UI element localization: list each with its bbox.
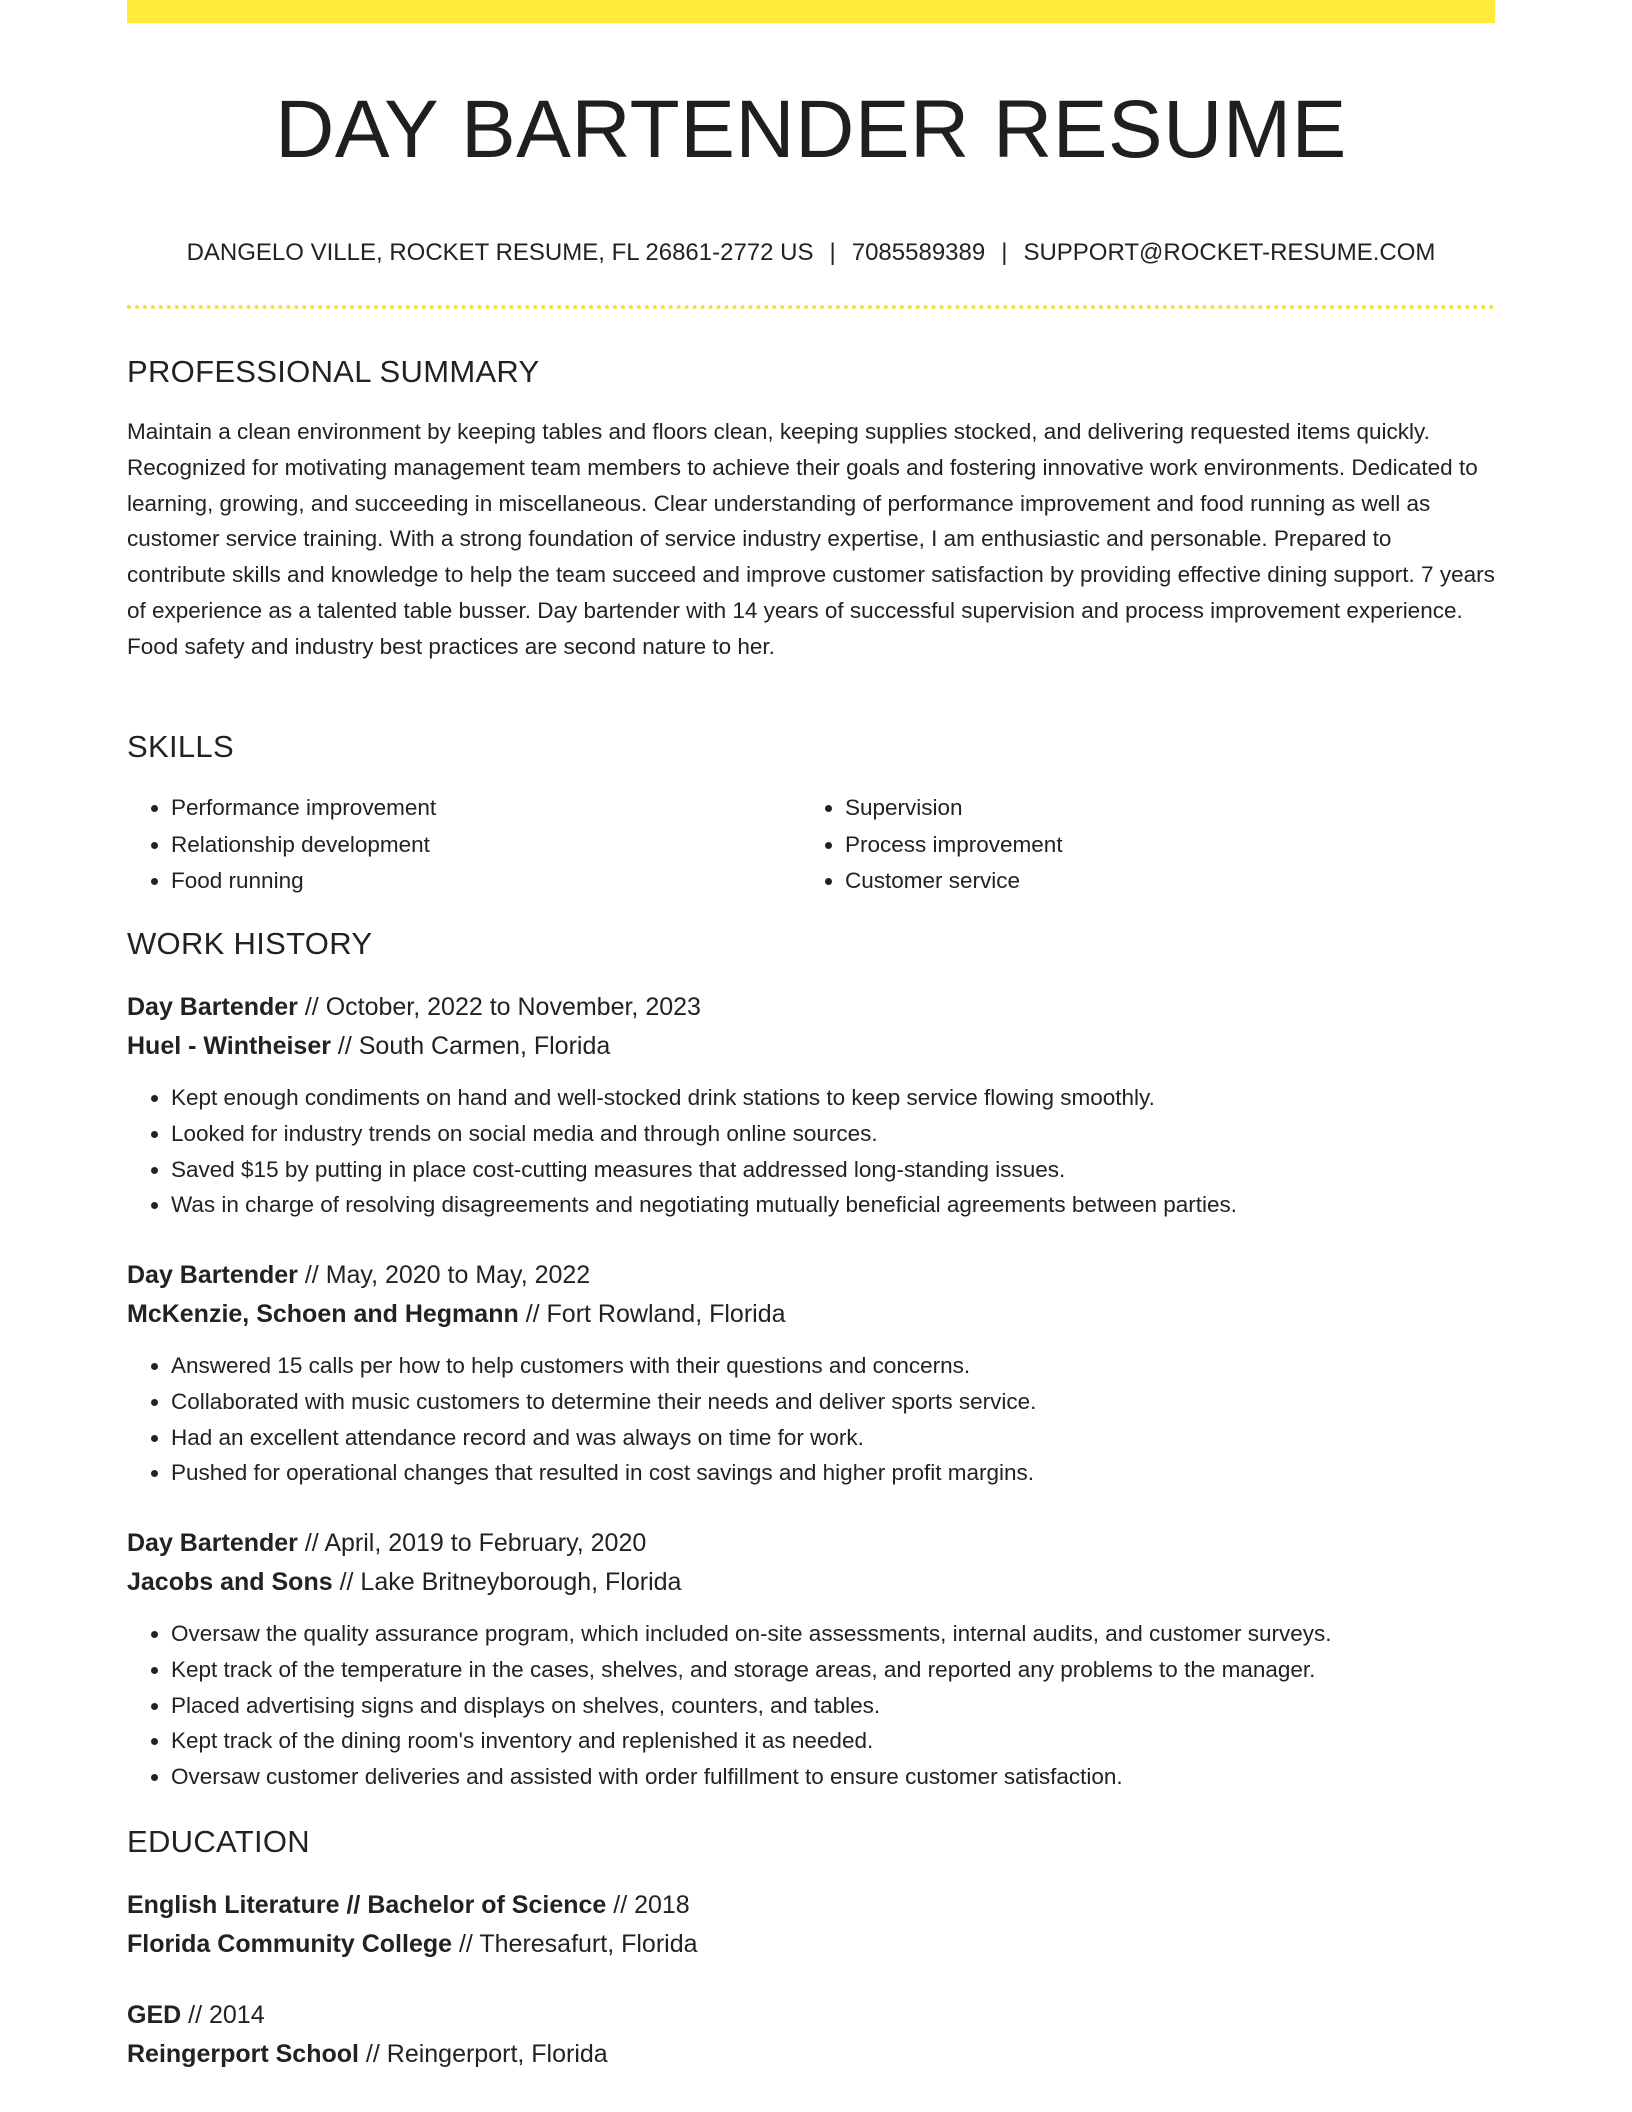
education-location: // Theresafurt, Florida: [458, 1930, 698, 1958]
dotted-divider: [127, 305, 1495, 309]
education-degree: GED: [127, 2001, 182, 2029]
job-bullet: • Was in charge of resolving disagreements and negotiating mutually beneficial agreements between parties.: [171, 1187, 1495, 1223]
job-title-line: [127, 988, 1495, 1027]
job-entry: [127, 1524, 1495, 1795]
job-company: McKenzie, Schoen and Hegmann: [127, 1300, 519, 1328]
job-bullet: • Oversaw customer deliveries and assisted with order fulfillment to ensure customer satisfaction.: [171, 1759, 1495, 1795]
education-degree: English Literature // Bachelor of Science: [127, 1891, 607, 1919]
job-title: Day Bartender: [127, 1261, 298, 1289]
resume-title: DAY BARTENDER RESUME: [275, 84, 1347, 175]
job-location: // Lake Britneyborough, Florida: [339, 1568, 682, 1596]
skill-item: • Process improvement: [845, 827, 1063, 864]
skills-column-2: [801, 790, 1063, 900]
job-bullet: • Pushed for operational changes that resulted in cost savings and higher profit margins.: [171, 1455, 1495, 1491]
job-title: Day Bartender: [127, 1529, 298, 1557]
job-title: Day Bartender: [127, 993, 298, 1021]
accent-top-bar: [127, 0, 1495, 23]
skills-heading: SKILLS: [127, 729, 234, 764]
skill-item: • Supervision: [845, 790, 1063, 827]
job-bullet: • Looked for industry trends on social media and through online sources.: [171, 1116, 1495, 1152]
job-company-line: [127, 1027, 1495, 1066]
summary-text: Maintain a clean environment by keeping tables and floors clean, keeping supplies stocked, and delivering requested items quickly. Recognized for motivating management team members to achieve their goals and fostering innovative work environments. Dedicated to learning, growing, and succeeding in miscellaneous. Clear understanding of performance improvement and food running as well as customer service training. With a strong foundation of service industry expertise, I am enthusiastic and personable. Prepared to contribute skills and knowledge to help the team succeed and improve customer satisfaction by providing effective dining support. 7 years of experience as a talented table busser. Day bartender with 14 years of successful supervision and process improvement experience. Food safety and industry best practices are second nature to her.: [127, 419, 1495, 659]
skill-item: • Food running: [171, 863, 436, 900]
job-bullet: • Kept track of the temperature in the cases, shelves, and storage areas, and reported any problems to the manager.: [171, 1652, 1495, 1688]
education-school-line: [127, 1925, 1495, 1964]
job-company-line: [127, 1563, 1495, 1602]
job-bullet: • Collaborated with music customers to determine their needs and deliver sports service.: [171, 1384, 1495, 1420]
job-entry: [127, 988, 1495, 1223]
skill-item: • Relationship development: [171, 827, 436, 864]
job-bullets: [127, 1348, 1495, 1491]
education-school: Florida Community College: [127, 1930, 453, 1958]
job-title-line: [127, 1256, 1495, 1295]
skill-item: • Performance improvement: [171, 790, 436, 827]
job-dates: // May, 2020 to May, 2022: [304, 1261, 591, 1289]
skill-item: • Customer service: [845, 863, 1063, 900]
job-entry: [127, 1256, 1495, 1491]
contact-address: DANGELO VILLE, ROCKET RESUME, FL 26861-2772 US: [186, 239, 814, 266]
education-degree-line: [127, 1886, 1495, 1925]
contact-separator: |: [829, 239, 836, 266]
education-heading: EDUCATION: [127, 1824, 310, 1859]
summary-heading: PROFESSIONAL SUMMARY: [127, 354, 540, 389]
contact-email: SUPPORT@ROCKET-RESUME.COM: [1023, 239, 1436, 266]
job-location: // South Carmen, Florida: [337, 1032, 611, 1060]
job-dates: // April, 2019 to February, 2020: [304, 1529, 647, 1557]
job-bullets: [127, 1616, 1495, 1795]
contact-line: [127, 236, 1495, 270]
job-bullet: • Had an excellent attendance record and was always on time for work.: [171, 1420, 1495, 1456]
contact-separator: |: [1001, 239, 1008, 266]
skills-column-1: [127, 790, 436, 900]
job-bullet: • Answered 15 calls per how to help customers with their questions and concerns.: [171, 1348, 1495, 1384]
work-history-heading: WORK HISTORY: [127, 926, 373, 961]
job-bullet: • Oversaw the quality assurance program, which included on-site assessments, internal audits, and customer surveys.: [171, 1616, 1495, 1652]
job-dates: // October, 2022 to November, 2023: [304, 993, 701, 1021]
job-bullet: • Kept track of the dining room's inventory and replenished it as needed.: [171, 1723, 1495, 1759]
contact-phone: 7085589389: [851, 239, 986, 266]
job-company-line: [127, 1295, 1495, 1334]
job-company: Huel - Wintheiser: [127, 1032, 331, 1060]
education-year: // 2014: [188, 2001, 265, 2029]
job-bullet: • Kept enough condiments on hand and well-stocked drink stations to keep service flowing smoothly.: [171, 1080, 1495, 1116]
job-bullet: • Placed advertising signs and displays on shelves, counters, and tables.: [171, 1688, 1495, 1724]
job-company: Jacobs and Sons: [127, 1568, 333, 1596]
education-degree-line: [127, 1996, 1495, 2035]
education-school-line: [127, 2035, 1495, 2074]
education-location: // Reingerport, Florida: [365, 2040, 608, 2068]
job-bullet: • Saved $15 by putting in place cost-cutting measures that addressed long-standing issues.: [171, 1152, 1495, 1188]
education-school: Reingerport School: [127, 2040, 359, 2068]
education-entry: [127, 1886, 1495, 1964]
job-bullets: [127, 1080, 1495, 1223]
education-year: // 2018: [613, 1891, 690, 1919]
job-title-line: [127, 1524, 1495, 1563]
education-entry: [127, 1996, 1495, 2074]
job-location: // Fort Rowland, Florida: [525, 1300, 786, 1328]
